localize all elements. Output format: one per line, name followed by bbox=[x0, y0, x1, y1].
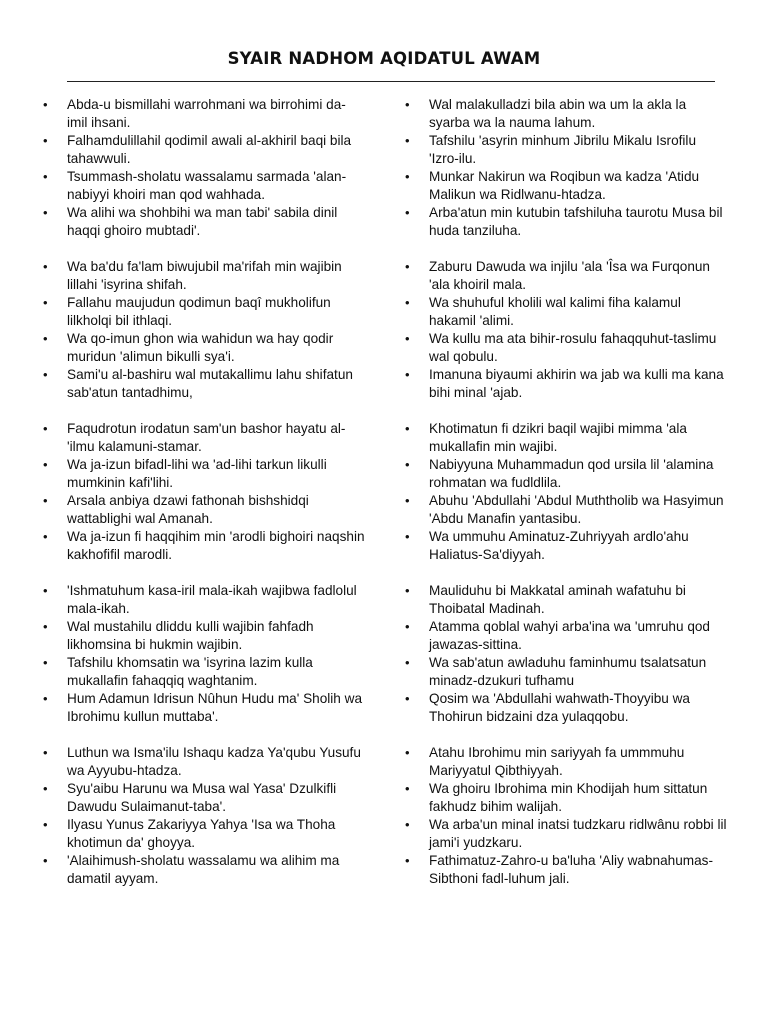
bullet-icon: • bbox=[405, 169, 410, 184]
bullet-icon: • bbox=[43, 169, 48, 184]
bullet-icon: • bbox=[405, 781, 410, 796]
list-item-text: Nabiyyuna Muhammadun qod ursila lil 'alamina rohmatan wa fudldlila. bbox=[429, 457, 714, 490]
bullet-icon: • bbox=[405, 529, 410, 544]
list-item bbox=[40, 204, 365, 240]
verse-group bbox=[402, 744, 728, 888]
bullet-icon: • bbox=[405, 745, 410, 760]
list-item bbox=[40, 852, 365, 888]
list-item-text: Wal mustahilu dliddu kulli wajibin fahfadh likhomsina bi hukmin wajibin. bbox=[67, 619, 314, 652]
bullet-icon: • bbox=[405, 583, 410, 598]
list-item bbox=[402, 528, 728, 564]
list-item bbox=[402, 204, 728, 240]
list-item-text: Zaburu Dawuda wa injilu 'ala 'Îsa wa Furqonun 'ala khoiril mala. bbox=[429, 259, 710, 292]
list-item bbox=[402, 582, 728, 618]
bullet-icon: • bbox=[43, 619, 48, 634]
list-item bbox=[402, 654, 728, 690]
bullet-icon: • bbox=[43, 853, 48, 868]
bullet-icon: • bbox=[405, 133, 410, 148]
bullet-icon: • bbox=[43, 583, 48, 598]
verse-group bbox=[402, 258, 728, 402]
bullet-icon: • bbox=[43, 529, 48, 544]
bullet-icon: • bbox=[405, 367, 410, 382]
list-item bbox=[40, 330, 365, 366]
list-item bbox=[40, 618, 365, 654]
list-item bbox=[402, 456, 728, 492]
list-item-text: Arsala anbiya dzawi fathonah bishshidqi wattablighi wal Amanah. bbox=[67, 493, 309, 526]
list-item-text: Wa ghoiru Ibrohima min Khodijah hum sittatun fakhudz bihim walijah. bbox=[429, 781, 708, 814]
verse-group bbox=[40, 96, 365, 240]
list-item-text: Khotimatun fi dzikri baqil wajibi mimma 'ala mukallafin min wajibi. bbox=[429, 421, 687, 454]
verse-group bbox=[40, 744, 365, 888]
bullet-icon: • bbox=[405, 655, 410, 670]
list-item bbox=[402, 168, 728, 204]
list-item-text: Qosim wa 'Abdullahi wahwath-Thoyyibu wa Thohirun bidzaini dza yulaqqobu. bbox=[429, 691, 690, 724]
list-item bbox=[40, 816, 365, 852]
list-item bbox=[40, 258, 365, 294]
bullet-icon: • bbox=[405, 259, 410, 274]
list-item-text: 'Ishmatuhum kasa-iril mala-ikah wajibwa fadlolul mala-ikah. bbox=[67, 583, 357, 616]
bullet-icon: • bbox=[43, 817, 48, 832]
bullet-icon: • bbox=[43, 97, 48, 112]
bullet-icon: • bbox=[405, 457, 410, 472]
list-item-text: Ilyasu Yunus Zakariyya Yahya 'Isa wa Thoha khotimun da' ghoyya. bbox=[67, 817, 336, 850]
bullet-icon: • bbox=[43, 259, 48, 274]
list-item bbox=[402, 492, 728, 528]
list-item-text: Faqudrotun irodatun sam'un bashor hayatu al-'ilmu kalamuni-stamar. bbox=[67, 421, 346, 454]
bullet-icon: • bbox=[405, 619, 410, 634]
list-item bbox=[402, 852, 728, 888]
list-item-text: Wal malakulladzi bila abin wa um la akla la syarba wa la nauma lahum. bbox=[429, 97, 687, 130]
list-item bbox=[40, 528, 365, 564]
list-item-text: Wa ba'du fa'lam biwujubil ma'rifah min wajibin lillahi 'isyrina shifah. bbox=[67, 259, 342, 292]
list-item-text: Abda-u bismillahi warrohmani wa birrohimi da-imil ihsani. bbox=[67, 97, 346, 130]
list-item-text: Mauliduhu bi Makkatal aminah wafatuhu bi Thoibatal Madinah. bbox=[429, 583, 686, 616]
list-item bbox=[402, 816, 728, 852]
list-item bbox=[402, 294, 728, 330]
list-item-text: Tafshilu 'asyrin minhum Jibrilu Mikalu Isrofilu 'Izro-ilu. bbox=[429, 133, 697, 166]
list-item-text: Wa shuhuful kholili wal kalimi fiha kalamul hakamil 'alimi. bbox=[429, 295, 681, 328]
list-item bbox=[402, 366, 728, 402]
bullet-icon: • bbox=[405, 295, 410, 310]
list-item bbox=[402, 420, 728, 456]
list-item bbox=[40, 456, 365, 492]
list-item bbox=[402, 618, 728, 654]
bullet-icon: • bbox=[43, 745, 48, 760]
list-item-text: Wa arba'un minal inatsi tudzkaru ridlwânu robbi lil jami'i yudzkaru. bbox=[429, 817, 727, 850]
bullet-icon: • bbox=[405, 331, 410, 346]
bullet-icon: • bbox=[43, 655, 48, 670]
bullet-icon: • bbox=[405, 205, 410, 220]
bullet-icon: • bbox=[405, 817, 410, 832]
list-item-text: Tsummash-sholatu wassalamu sarmada 'alan-nabiyyi khoiri man qod wahhada. bbox=[67, 169, 347, 202]
list-item bbox=[402, 258, 728, 294]
list-item-text: Sami'u al-bashiru wal mutakallimu lahu shifatun sab'atun tantadhimu, bbox=[67, 367, 353, 400]
list-item bbox=[40, 168, 365, 204]
page-title: SYAIR NADHOM AQIDATUL AWAM bbox=[227, 49, 541, 68]
verse-group bbox=[402, 420, 728, 564]
list-item-text: Hum Adamun Idrisun Nûhun Hudu ma' Sholih wa Ibrohimu kullun muttaba'. bbox=[67, 691, 363, 724]
verse-group bbox=[402, 582, 728, 726]
list-item-text: Luthun wa Isma'ilu Ishaqu kadza Ya'qubu Yusufu wa Ayyubu-htadza. bbox=[67, 745, 361, 778]
bullet-icon: • bbox=[43, 205, 48, 220]
bullet-icon: • bbox=[43, 421, 48, 436]
list-item bbox=[402, 330, 728, 366]
bullet-icon: • bbox=[405, 97, 410, 112]
list-item bbox=[40, 366, 365, 402]
list-item bbox=[40, 582, 365, 618]
bullet-icon: • bbox=[43, 457, 48, 472]
list-item bbox=[40, 744, 365, 780]
list-item bbox=[40, 492, 365, 528]
verse-group bbox=[402, 96, 728, 240]
verse-group bbox=[40, 582, 365, 726]
verse-group bbox=[40, 420, 365, 564]
list-item-text: Wa ja-izun fi haqqihim min 'arodli bighoiri naqshin kakhofifil marodli. bbox=[67, 529, 365, 562]
bullet-icon: • bbox=[43, 493, 48, 508]
list-item-text: Fathimatuz-Zahro-u ba'luha 'Aliy wabnahumas-Sibthoni fadl-luhum jali. bbox=[429, 853, 713, 886]
bullet-icon: • bbox=[43, 367, 48, 382]
right-column bbox=[402, 96, 728, 906]
bullet-icon: • bbox=[43, 691, 48, 706]
bullet-icon: • bbox=[43, 295, 48, 310]
list-item-text: Arba'atun min kutubin tafshiluha taurotu Musa bil huda tanziluha. bbox=[429, 205, 723, 238]
list-item-text: Imanuna biyaumi akhirin wa jab wa kulli ma kana bihi minal 'ajab. bbox=[429, 367, 724, 400]
list-item-text: 'Alaihimush-sholatu wassalamu wa alihim ma damatil ayyam. bbox=[67, 853, 340, 886]
list-item-text: Wa sab'atun awladuhu faminhumu tsalatsatun minadz-dzukuri tufhamu bbox=[429, 655, 707, 688]
list-item-text: Wa qo-imun ghon wia wahidun wa hay qodir muridun 'alimun bikulli sya'i. bbox=[67, 331, 334, 364]
title-divider bbox=[67, 81, 715, 82]
list-item-text: Wa kullu ma ata bihir-rosulu fahaqquhut-taslimu wal qobulu. bbox=[429, 331, 717, 364]
list-item bbox=[40, 690, 365, 726]
left-column bbox=[40, 96, 365, 906]
bullet-icon: • bbox=[43, 331, 48, 346]
list-item-text: Wa ja-izun bifadl-lihi wa 'ad-lihi tarkun likulli mumkinin kafi'lihi. bbox=[67, 457, 327, 490]
bullet-icon: • bbox=[405, 691, 410, 706]
list-item-text: Wa alihi wa shohbihi wa man tabi' sabila dinil haqqi ghoiro mubtadi'. bbox=[67, 205, 338, 238]
list-item bbox=[40, 96, 365, 132]
list-item bbox=[402, 132, 728, 168]
list-item bbox=[40, 294, 365, 330]
list-item-text: Abuhu 'Abdullahi 'Abdul Muththolib wa Hasyimun 'Abdu Manafin yantasibu. bbox=[429, 493, 724, 526]
list-item-text: Fallahu maujudun qodimun baqî mukholifun lilkholqi bil ithlaqi. bbox=[67, 295, 331, 328]
list-item-text: Atahu Ibrohimu min sariyyah fa ummmuhu Mariyyatul Qibthiyyah. bbox=[429, 745, 685, 778]
bullet-icon: • bbox=[43, 781, 48, 796]
list-item-text: Wa ummuhu Aminatuz-Zuhriyyah ardlo'ahu Haliatus-Sa'diyyah. bbox=[429, 529, 689, 562]
bullet-icon: • bbox=[405, 493, 410, 508]
list-item-text: Atamma qoblal wahyi arba'ina wa 'umruhu qod jawazas-sittina. bbox=[429, 619, 710, 652]
list-item bbox=[402, 96, 728, 132]
list-item bbox=[40, 654, 365, 690]
bullet-icon: • bbox=[43, 133, 48, 148]
list-item bbox=[402, 780, 728, 816]
list-item-text: Munkar Nakirun wa Roqibun wa kadza 'Atidu Malikun wa Ridlwanu-htadza. bbox=[429, 169, 700, 202]
list-item bbox=[402, 744, 728, 780]
list-item-text: Falhamdulillahil qodimil awali al-akhiril baqi bila tahawwuli. bbox=[67, 133, 352, 166]
list-item-text: Tafshilu khomsatin wa 'isyrina lazim kulla mukallafin fahaqqiq waghtanim. bbox=[67, 655, 313, 688]
bullet-icon: • bbox=[405, 853, 410, 868]
verse-group bbox=[40, 258, 365, 402]
list-item bbox=[402, 690, 728, 726]
list-item bbox=[40, 780, 365, 816]
list-item-text: Syu'aibu Harunu wa Musa wal Yasa' Dzulkifli Dawudu Sulaimanut-taba'. bbox=[67, 781, 337, 814]
list-item bbox=[40, 132, 365, 168]
list-item bbox=[40, 420, 365, 456]
bullet-icon: • bbox=[405, 421, 410, 436]
